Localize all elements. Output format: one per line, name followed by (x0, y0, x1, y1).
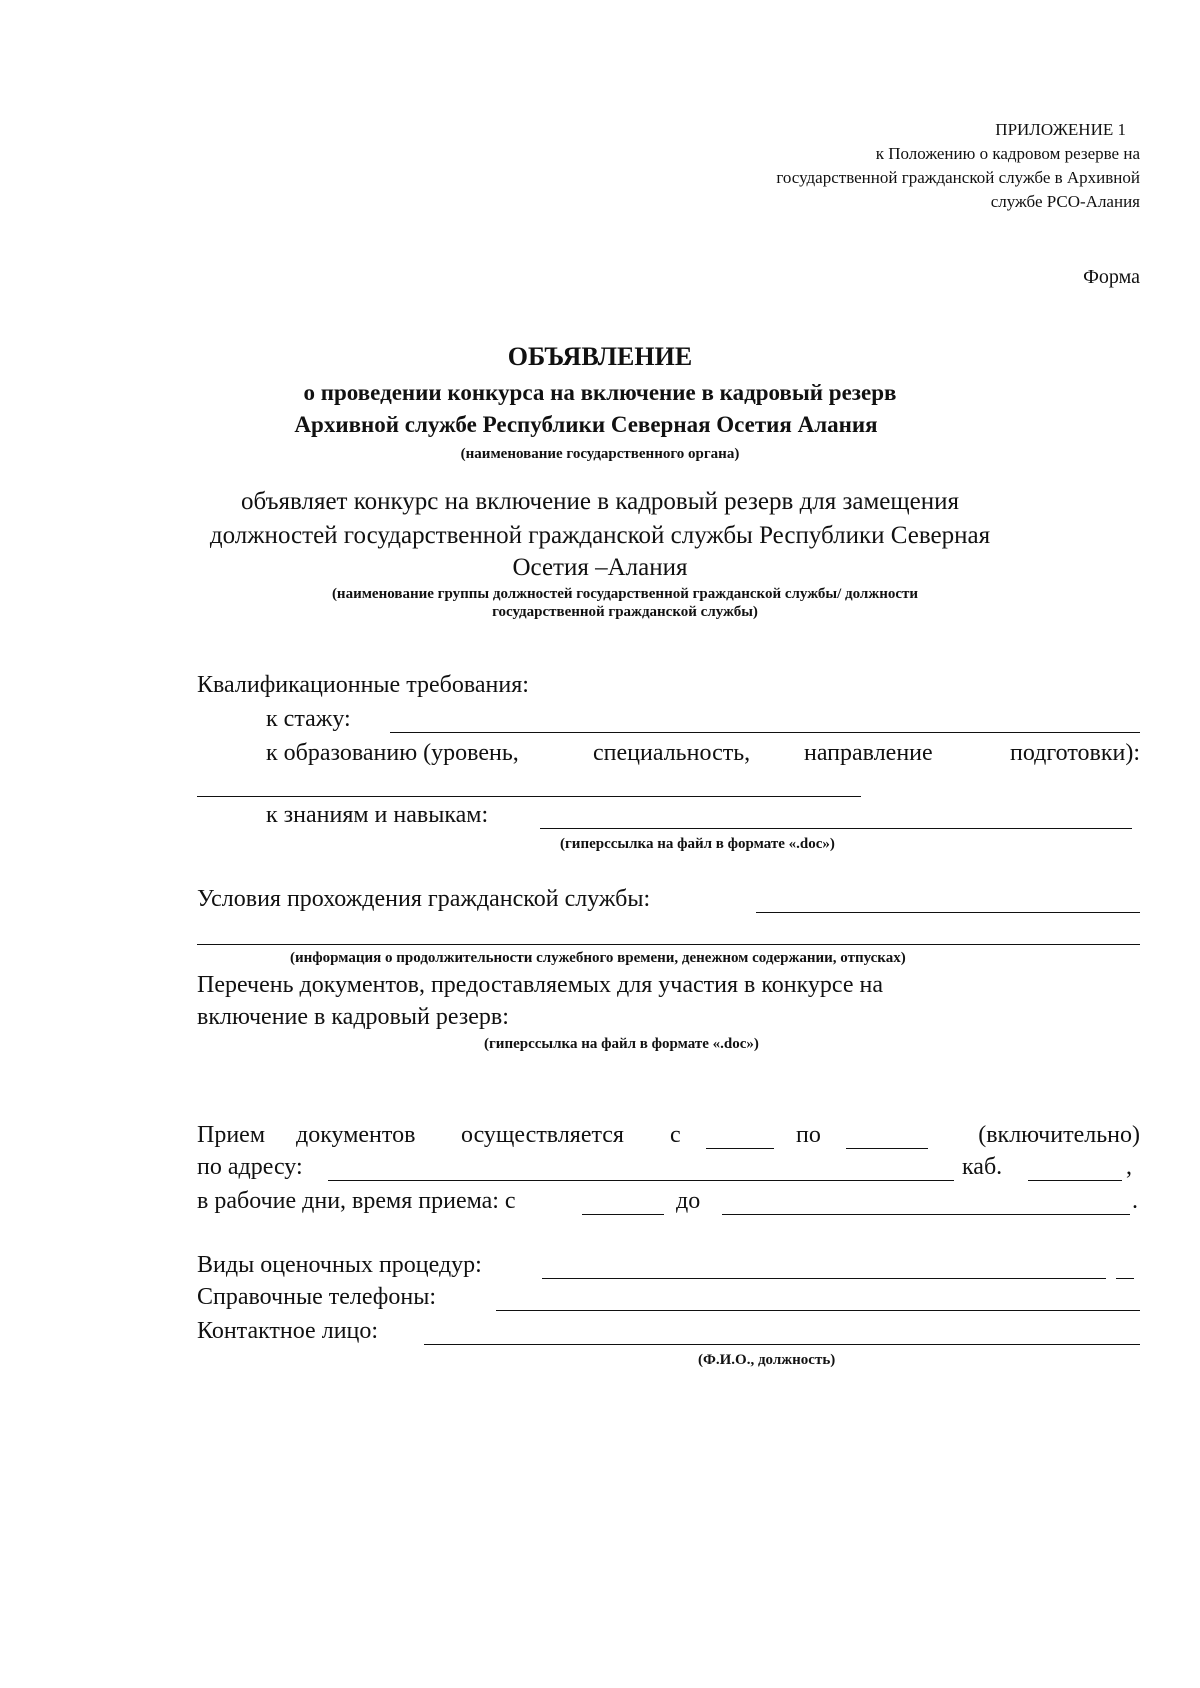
documents-caption: (гиперссылка на файл в формате «.doc») (484, 1036, 759, 1052)
hours-until-field[interactable] (722, 1214, 1130, 1215)
education-field[interactable] (197, 796, 861, 797)
phones-field[interactable] (496, 1310, 1140, 1311)
education-word-2: специальность, (593, 740, 751, 766)
reception-from: с (670, 1122, 681, 1148)
hours-label: в рабочие дни, время приема: с (197, 1188, 516, 1214)
knowledge-field[interactable] (540, 828, 1132, 829)
procedures-field-tail (1116, 1278, 1134, 1279)
knowledge-label: к знаниям и навыкам: (266, 802, 489, 828)
contact-field[interactable] (424, 1344, 1140, 1345)
heading-caption: (наименование государственного органа) (460, 446, 740, 462)
hours-until: до (676, 1188, 701, 1214)
hours-from-field[interactable] (582, 1214, 664, 1215)
room-label: каб. (962, 1154, 1003, 1180)
announce-caption-2: государственной гражданской службы) (492, 604, 758, 620)
document-title: ОБЪЯВЛЕНИЕ (507, 342, 693, 371)
hours-period: . (1132, 1188, 1138, 1214)
reception-word-3: осуществляется (461, 1122, 624, 1148)
appendix-line-3: службе РСО-Алания (990, 192, 1140, 211)
education-word-4: подготовки): (1010, 740, 1140, 766)
qualification-title: Квалификационные требования: (197, 672, 529, 698)
conditions-label: Условия прохождения гражданской службы: (197, 886, 651, 912)
reception-word-2: документов (296, 1122, 416, 1148)
heading-line-1: о проведении конкурса на включение в кадровый резерв (303, 380, 897, 405)
contact-caption: (Ф.И.О., должность) (698, 1352, 836, 1368)
announce-line-3: Осетия –Алания (512, 554, 688, 581)
address-field[interactable] (328, 1180, 954, 1181)
reception-to-date-field[interactable] (846, 1148, 928, 1149)
documents-line-1: Перечень документов, предоставляемых для участия в конкурсе на (197, 972, 884, 998)
documents-line-2: включение в кадровый резерв: (197, 1004, 509, 1030)
appendix-line-1: к Положению о кадровом резерве на (875, 144, 1140, 163)
form-label: Форма (1083, 266, 1140, 288)
announce-line-1: объявляет конкурс на включение в кадровый резерв для замещения (240, 488, 960, 515)
appendix-line-2: государственной гражданской службе в Архивной (776, 168, 1140, 187)
knowledge-caption: (гиперссылка на файл в формате «.doc») (560, 836, 835, 852)
contact-label: Контактное лицо: (197, 1318, 379, 1344)
announce-line-2: должностей государственной гражданской службы Республики Северная (209, 522, 991, 549)
procedures-label: Виды оценочных процедур: (197, 1252, 482, 1278)
conditions-field-2[interactable] (197, 944, 1140, 945)
room-comma: , (1126, 1154, 1132, 1180)
reception-word-1: Прием (197, 1122, 266, 1148)
appendix-block (540, 118, 1140, 214)
room-field[interactable] (1028, 1180, 1122, 1181)
reception-to: по (796, 1122, 821, 1148)
education-word-1: к образованию (уровень, (266, 740, 519, 766)
conditions-field-1[interactable] (756, 912, 1140, 913)
experience-field[interactable] (390, 732, 1140, 733)
education-word-3: направление (804, 740, 933, 766)
appendix-title: ПРИЛОЖЕНИЕ 1 (995, 120, 1126, 139)
announce-caption-1: (наименование группы должностей государственной гражданской службы/ должности (331, 586, 919, 602)
procedures-field[interactable] (542, 1278, 1106, 1279)
heading-line-2: Архивной службе Республики Северная Осетия Алания (294, 412, 878, 437)
reception-from-date-field[interactable] (706, 1148, 774, 1149)
reception-inclusive: (включительно) (978, 1122, 1140, 1148)
address-label: по адресу: (197, 1154, 303, 1180)
conditions-caption: (информация о продолжительности служебного времени, денежном содержании, отпусках) (290, 950, 906, 966)
phones-label: Справочные телефоны: (197, 1284, 436, 1310)
experience-label: к стажу: (266, 706, 351, 732)
